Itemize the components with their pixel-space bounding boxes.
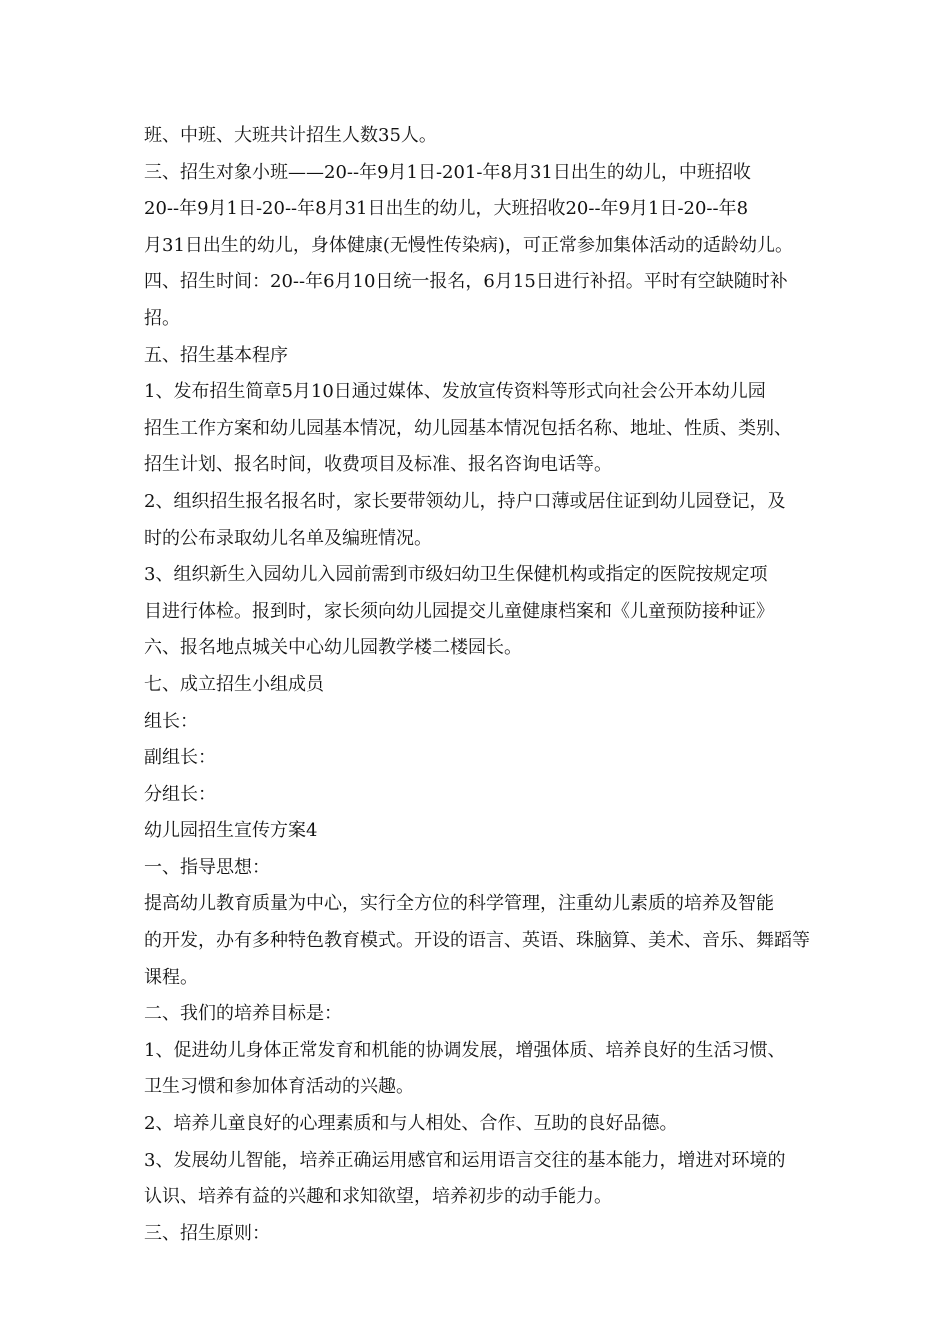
text-line: 20--年9月1日-20--年8月31日出生的幼儿，大班招收20--年9月1日-20--年8 — [144, 198, 749, 220]
text-line: 3、组织新生入园幼儿入园前需到市级妇幼卫生保健机构或指定的医院按规定项 — [144, 564, 768, 586]
section-heading: 三、招生原则： — [144, 1222, 270, 1244]
document-body — [144, 118, 824, 1252]
text-line: 1、发布招生简章5月10日通过媒体、发放宣传资料等形式向社会公开本幼儿园 — [144, 381, 766, 403]
text-line: 2、培养儿童良好的心理素质和与人相处、合作、互助的良好品德。 — [144, 1113, 678, 1135]
text-line: 副组长： — [144, 747, 216, 769]
document-subtitle: 幼儿园招生宣传方案4 — [144, 820, 318, 842]
text-line: 班、中班、大班共计招生人数35人。 — [144, 125, 437, 146]
text-line: 招生计划、报名时间，收费项目及标准、报名咨询电话等。 — [144, 454, 612, 476]
section-heading: 一、指导思想： — [144, 856, 270, 878]
text-line: 课程。 — [144, 966, 198, 988]
text-line: 四、招生时间：20--年6月10日统一报名，6月15日进行补招。平时有空缺随时补 — [144, 271, 788, 293]
text-line: 1、促进幼儿身体正常发育和机能的协调发展，增强体质、培养良好的生活习惯、 — [144, 1039, 786, 1061]
text-line: 目进行体检。报到时，家长须向幼儿园提交儿童健康档案和《儿童预防接种证》 — [144, 600, 774, 622]
text-line: 提高幼儿教育质量为中心，实行全方位的科学管理，注重幼儿素质的培养及智能 — [144, 893, 774, 915]
text-line: 2、组织招生报名报名时，家长要带领幼儿，持户口薄或居住证到幼儿园登记，及 — [144, 490, 786, 512]
text-line: 卫生习惯和参加体育活动的兴趣。 — [144, 1076, 414, 1098]
text-line: 3、发展幼儿智能，培养正确运用感官和运用语言交往的基本能力，增进对环境的 — [144, 1149, 786, 1171]
text-line: 六、报名地点城关中心幼儿园教学楼二楼园长。 — [144, 637, 522, 659]
text-line: 时的公布录取幼儿名单及编班情况。 — [144, 527, 432, 549]
text-line: 的开发，办有多种特色教育模式。开设的语言、英语、珠脑算、美术、音乐、舞蹈等 — [144, 930, 810, 952]
section-heading: 二、我们的培养目标是： — [144, 1003, 342, 1025]
section-heading: 七、成立招生小组成员 — [144, 673, 324, 695]
text-line: 分组长： — [144, 783, 216, 805]
text-line: 招。 — [144, 307, 180, 329]
text-line: 月31日出生的幼儿，身体健康(无慢性传染病)，可正常参加集体活动的适龄幼儿。 — [144, 234, 793, 256]
text-line: 招生工作方案和幼儿园基本情况，幼儿园基本情况包括名称、地址、性质、类别、 — [144, 417, 792, 439]
text-line: 三、招生对象小班——20--年9月1日-201-年8月31日出生的幼儿，中班招收 — [144, 161, 751, 183]
text-line: 组长： — [144, 710, 198, 732]
text-line: 认识、培养有益的兴趣和求知欲望，培养初步的动手能力。 — [144, 1186, 612, 1208]
section-heading: 五、招生基本程序 — [144, 344, 288, 366]
